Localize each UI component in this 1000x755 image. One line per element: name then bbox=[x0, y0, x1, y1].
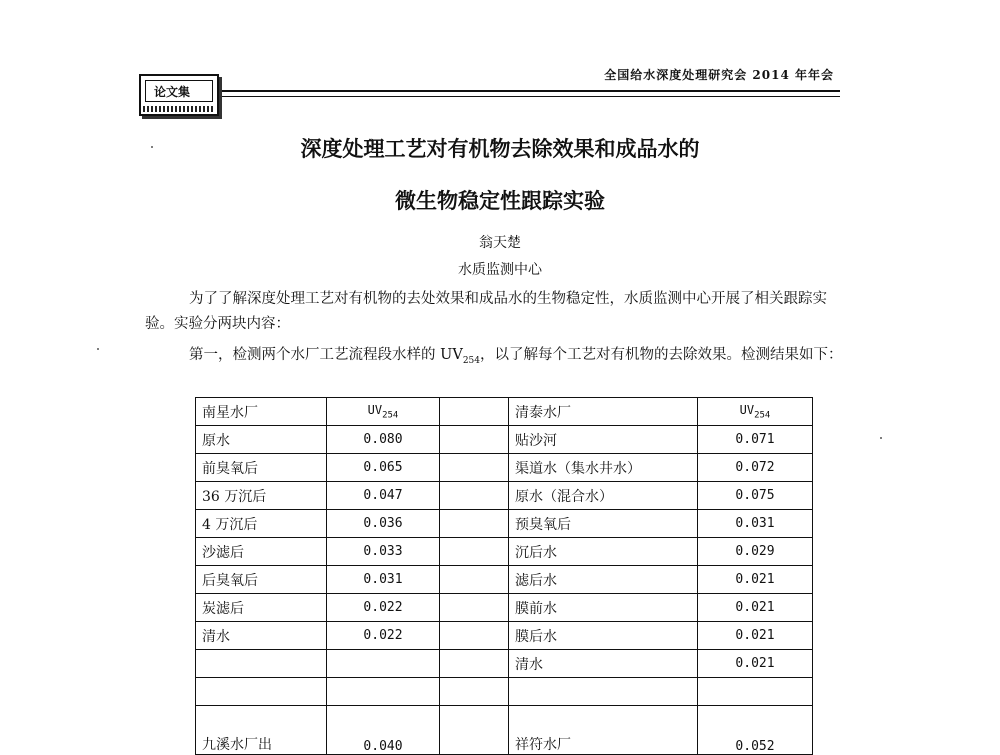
table-row bbox=[196, 622, 813, 650]
right-value-cell: 0.021 bbox=[698, 566, 813, 594]
right-stage-cell: 原水（混合水） bbox=[509, 482, 698, 510]
right-stage-cell: 渠道水（集水井水） bbox=[509, 454, 698, 482]
left-value-cell: 0.031 bbox=[327, 566, 440, 594]
table-row bbox=[196, 650, 813, 678]
paragraph-method-text-b: ，以了解每个工艺对有机物的去除效果。检测结果如下： bbox=[480, 347, 843, 363]
right-value-cell: 0.031 bbox=[698, 510, 813, 538]
uv254-results-table bbox=[195, 397, 813, 755]
table-row bbox=[196, 678, 813, 706]
left-value-cell: 0.040 bbox=[327, 706, 440, 755]
left-value-cell: 0.022 bbox=[327, 594, 440, 622]
right-stage-cell: 预臭氧后 bbox=[509, 510, 698, 538]
right-value-cell: 0.075 bbox=[698, 482, 813, 510]
table-row bbox=[196, 482, 813, 510]
right-value-cell: 0.029 bbox=[698, 538, 813, 566]
right-stage-cell: 膜后水 bbox=[509, 622, 698, 650]
right-stage-cell: 沉后水 bbox=[509, 538, 698, 566]
spacer-cell bbox=[440, 510, 509, 538]
header-left-uv-label: UV bbox=[367, 402, 383, 417]
paragraph-method-text-a: 第一，检测两个水厂工艺流程段水样的 UV bbox=[189, 347, 463, 363]
left-value-cell bbox=[327, 678, 440, 706]
header-right-uv-sub: 254 bbox=[754, 410, 771, 421]
spacer-cell bbox=[440, 594, 509, 622]
right-stage-cell: 滤后水 bbox=[509, 566, 698, 594]
section-badge bbox=[139, 74, 219, 116]
left-stage-cell: 九溪水厂出 bbox=[196, 706, 327, 755]
right-stage-cell: 膜前水 bbox=[509, 594, 698, 622]
left-value-cell: 0.033 bbox=[327, 538, 440, 566]
left-stage-cell: 清水 bbox=[196, 622, 327, 650]
scan-speck bbox=[97, 348, 99, 350]
header-left-uv-sub: 254 bbox=[382, 410, 399, 421]
right-stage-cell bbox=[509, 678, 698, 706]
right-value-cell: 0.072 bbox=[698, 454, 813, 482]
header-right-uv-label: UV bbox=[739, 402, 755, 417]
table-row bbox=[196, 706, 813, 755]
paper-title-line-1: 深度处理工艺对有机物去除效果和成品水的 bbox=[300, 137, 700, 161]
left-stage-cell: 原水 bbox=[196, 426, 327, 454]
left-stage-cell: 36 万沉后 bbox=[196, 482, 327, 510]
right-value-cell: 0.021 bbox=[698, 622, 813, 650]
left-value-cell: 0.047 bbox=[327, 482, 440, 510]
left-stage-cell bbox=[196, 650, 327, 678]
table-row bbox=[196, 594, 813, 622]
section-badge-label: 论文集 bbox=[145, 80, 213, 102]
spacer-cell bbox=[440, 454, 509, 482]
left-value-cell: 0.080 bbox=[327, 426, 440, 454]
table-row bbox=[196, 454, 813, 482]
table-header-row bbox=[196, 398, 813, 426]
header-rule-thin bbox=[218, 96, 840, 97]
header-qingtai-plant: 清泰水厂 bbox=[509, 398, 698, 426]
spacer-cell bbox=[440, 622, 509, 650]
left-stage-cell: 后臭氧后 bbox=[196, 566, 327, 594]
right-value-cell: 0.071 bbox=[698, 426, 813, 454]
right-value-cell: 0.052 bbox=[698, 706, 813, 755]
left-value-cell: 0.022 bbox=[327, 622, 440, 650]
paragraph-method bbox=[145, 343, 845, 374]
table-row bbox=[196, 510, 813, 538]
spacer-cell bbox=[440, 566, 509, 594]
spacer-cell bbox=[440, 706, 509, 755]
header-right-uv bbox=[698, 398, 813, 426]
right-stage-cell: 贴沙河 bbox=[509, 426, 698, 454]
left-stage-cell: 沙滤后 bbox=[196, 538, 327, 566]
spacer-cell bbox=[440, 538, 509, 566]
right-stage-cell: 清水 bbox=[509, 650, 698, 678]
paragraph-method-subscript: 254 bbox=[462, 355, 480, 366]
left-stage-cell: 4 万沉后 bbox=[196, 510, 327, 538]
left-value-cell: 0.065 bbox=[327, 454, 440, 482]
author-name: 翁天楚 bbox=[479, 235, 521, 251]
table-row bbox=[196, 426, 813, 454]
badge-hatch-pattern bbox=[143, 106, 215, 112]
header-nanxing-plant: 南星水厂 bbox=[196, 398, 327, 426]
spacer-cell bbox=[440, 650, 509, 678]
left-value-cell: 0.036 bbox=[327, 510, 440, 538]
right-value-cell: 0.021 bbox=[698, 650, 813, 678]
spacer-cell bbox=[440, 678, 509, 706]
scan-speck bbox=[880, 437, 882, 439]
header-left-uv bbox=[327, 398, 440, 426]
scan-speck bbox=[151, 146, 153, 148]
left-stage-cell bbox=[196, 678, 327, 706]
table-row bbox=[196, 566, 813, 594]
spacer-cell bbox=[440, 398, 509, 426]
left-stage-cell: 炭滤后 bbox=[196, 594, 327, 622]
table-row bbox=[196, 538, 813, 566]
right-value-cell bbox=[698, 678, 813, 706]
paragraph-intro: 为了了解深度处理工艺对有机物的去处效果和成品水的生物稳定性，水质监测中心开展了相关跟踪实验。实验分两块内容： bbox=[145, 291, 827, 332]
spacer-cell bbox=[440, 426, 509, 454]
right-stage-cell: 祥符水厂 bbox=[509, 706, 698, 755]
left-stage-cell: 前臭氧后 bbox=[196, 454, 327, 482]
left-value-cell bbox=[327, 650, 440, 678]
conference-title: 全国给水深度处理研究会 2014 年年会 bbox=[604, 68, 834, 82]
spacer-cell bbox=[440, 482, 509, 510]
right-value-cell: 0.021 bbox=[698, 594, 813, 622]
paper-title-line-2: 微生物稳定性跟踪实验 bbox=[395, 189, 605, 213]
header-rule bbox=[218, 90, 840, 92]
author-affiliation: 水质监测中心 bbox=[458, 262, 542, 278]
